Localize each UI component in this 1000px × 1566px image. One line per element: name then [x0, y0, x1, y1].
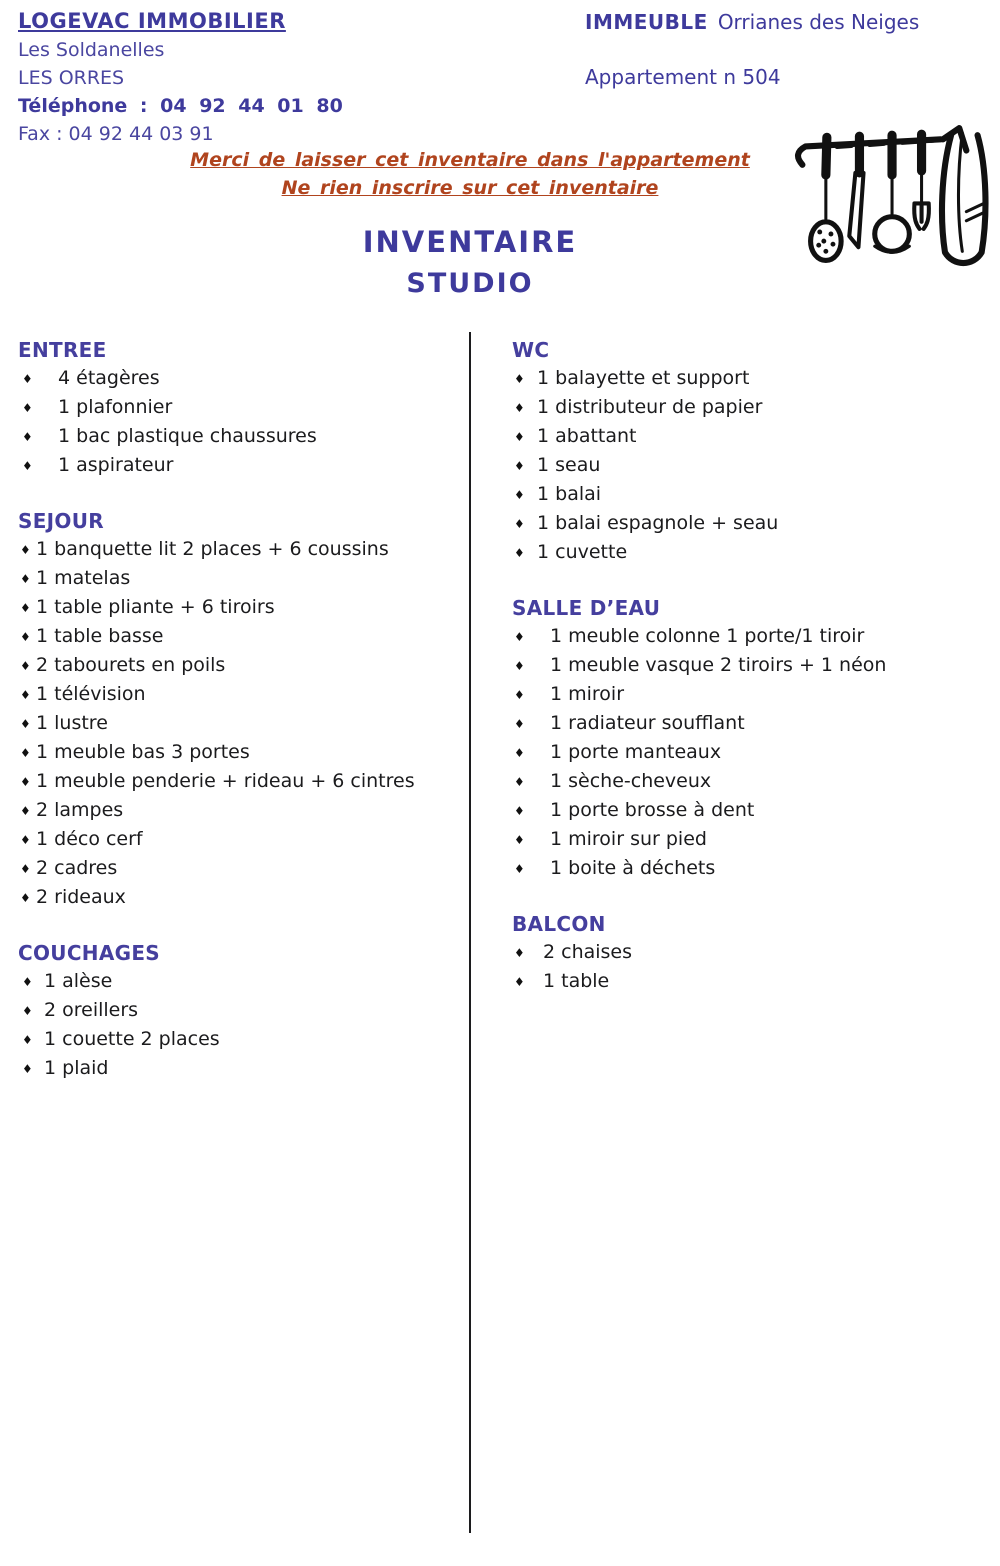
inventory-item	[18, 564, 458, 593]
inventory-item	[512, 622, 990, 651]
item-label: 1 banquette lit 2 places + 6 coussins	[36, 538, 389, 560]
inventory-item	[18, 535, 458, 564]
item-label: 1 abattant	[537, 425, 637, 447]
diamond-bullet-icon: ♦	[514, 746, 525, 760]
item-label: 1 plafonnier	[58, 396, 173, 418]
item-label: 1 table	[543, 970, 610, 992]
item-list	[18, 364, 458, 480]
diamond-bullet-icon: ♦	[514, 775, 525, 789]
item-label: 1 meuble colonne 1 porte/1 tiroir	[550, 625, 865, 647]
item-list	[512, 364, 990, 567]
diamond-bullet-icon: ♦	[22, 1062, 33, 1076]
section-title: ENTREE	[18, 338, 107, 362]
item-label: 2 oreillers	[44, 999, 139, 1021]
diamond-bullet-icon: ♦	[514, 804, 525, 818]
inventory-item	[512, 680, 990, 709]
inventory-item	[512, 767, 990, 796]
agency-name: LOGEVAC IMMOBILIER	[18, 9, 286, 33]
diamond-bullet-icon: ♦	[514, 430, 525, 444]
inventory-item	[18, 796, 458, 825]
section-title: WC	[512, 338, 550, 362]
notice-block	[0, 146, 940, 202]
inventory-item	[512, 451, 990, 480]
inventory-item	[512, 825, 990, 854]
item-label: 1 télévision	[36, 683, 146, 705]
diamond-bullet-icon: ♦	[514, 488, 525, 502]
item-label: 4 étagères	[58, 367, 160, 389]
notice-line-1: Merci de laisser cet inventaire dans l'appartement	[190, 149, 750, 171]
inventory-item	[512, 651, 990, 680]
agency-phone: Téléphone : 04 92 44 01 80	[18, 95, 343, 117]
left-column	[18, 336, 458, 1083]
item-label: 1 balai espagnole + seau	[537, 512, 779, 534]
diamond-bullet-icon: ♦	[514, 546, 525, 560]
inventory-item	[512, 480, 990, 509]
notice-line-2: Ne rien inscrire sur cet inventaire	[281, 177, 659, 199]
item-label: 1 balayette et support	[537, 367, 750, 389]
section-entree	[18, 336, 458, 480]
agency-header-block	[18, 6, 343, 148]
inventory-item	[512, 393, 990, 422]
item-label: 1 meuble bas 3 portes	[36, 741, 250, 763]
item-label: 1 bac plastique chaussures	[58, 425, 317, 447]
diamond-bullet-icon: ♦	[514, 688, 525, 702]
inventory-item	[18, 883, 458, 912]
diamond-bullet-icon: ♦	[20, 601, 31, 615]
item-label: 1 plaid	[44, 1057, 109, 1079]
item-label: 1 balai	[537, 483, 602, 505]
item-label: 1 seau	[537, 454, 601, 476]
diamond-bullet-icon: ♦	[514, 833, 525, 847]
inventory-item	[512, 796, 990, 825]
item-label: 1 cuvette	[537, 541, 628, 563]
inventory-item	[18, 364, 458, 393]
item-label: 2 rideaux	[36, 886, 126, 908]
inventory-item	[18, 651, 458, 680]
diamond-bullet-icon: ♦	[20, 862, 31, 876]
item-label: 1 meuble penderie + rideau + 6 cintres	[36, 770, 415, 792]
diamond-bullet-icon: ♦	[20, 833, 31, 847]
inventory-item	[18, 967, 458, 996]
inventory-item	[18, 738, 458, 767]
item-label: 1 couette 2 places	[44, 1028, 220, 1050]
inventory-item	[512, 364, 990, 393]
building-header-block	[585, 8, 919, 91]
item-label: 1 table basse	[36, 625, 164, 647]
inventory-item	[512, 538, 990, 567]
item-label: 1 déco cerf	[36, 828, 143, 850]
item-label: 2 lampes	[36, 799, 124, 821]
item-label: 1 porte manteaux	[550, 741, 722, 763]
diamond-bullet-icon: ♦	[514, 630, 525, 644]
diamond-bullet-icon: ♦	[514, 975, 525, 989]
inventory-item	[18, 767, 458, 796]
title-line-1: INVENTAIRE	[362, 225, 578, 259]
inventory-item	[512, 854, 990, 883]
agency-fax: Fax : 04 92 44 03 91	[18, 123, 214, 145]
diamond-bullet-icon: ♦	[22, 975, 33, 989]
diamond-bullet-icon: ♦	[20, 543, 31, 557]
section-title: SEJOUR	[18, 509, 104, 533]
diamond-bullet-icon: ♦	[20, 775, 31, 789]
building-name: Orrianes des Neiges	[717, 10, 920, 34]
item-label: 1 boite à déchets	[550, 857, 716, 879]
diamond-bullet-icon: ♦	[22, 430, 33, 444]
diamond-bullet-icon: ♦	[514, 946, 525, 960]
item-label: 1 distributeur de papier	[537, 396, 763, 418]
item-label: 2 chaises	[543, 941, 633, 963]
section-couchages	[18, 939, 458, 1083]
diamond-bullet-icon: ♦	[22, 401, 33, 415]
item-label: 1 sèche-cheveux	[550, 770, 712, 792]
inventory-item	[18, 422, 458, 451]
diamond-bullet-icon: ♦	[514, 372, 525, 386]
item-label: 1 meuble vasque 2 tiroirs + 1 néon	[550, 654, 887, 676]
section-title: SALLE D’EAU	[512, 596, 661, 620]
diamond-bullet-icon: ♦	[20, 891, 31, 905]
diamond-bullet-icon: ♦	[20, 630, 31, 644]
diamond-bullet-icon: ♦	[20, 717, 31, 731]
diamond-bullet-icon: ♦	[20, 572, 31, 586]
diamond-bullet-icon: ♦	[22, 459, 33, 473]
inventory-item	[18, 709, 458, 738]
diamond-bullet-icon: ♦	[514, 401, 525, 415]
diamond-bullet-icon: ♦	[22, 1033, 33, 1047]
item-label: 2 cadres	[36, 857, 118, 879]
inventory-item	[512, 509, 990, 538]
inventory-item	[512, 967, 990, 996]
inventory-item	[18, 996, 458, 1025]
inventory-item	[512, 422, 990, 451]
item-label: 1 matelas	[36, 567, 131, 589]
title-line-2: STUDIO	[406, 268, 534, 299]
item-label: 1 porte brosse à dent	[550, 799, 755, 821]
diamond-bullet-icon: ♦	[22, 372, 33, 386]
section-wc	[512, 336, 990, 567]
inventory-item	[18, 622, 458, 651]
section-salle-d-eau	[512, 594, 990, 883]
inventory-item	[18, 593, 458, 622]
inventory-item	[512, 938, 990, 967]
item-label: 1 radiateur soufflant	[550, 712, 745, 734]
inventory-item	[18, 1025, 458, 1054]
diamond-bullet-icon: ♦	[20, 688, 31, 702]
building-label: IMMEUBLE	[585, 10, 708, 34]
diamond-bullet-icon: ♦	[20, 659, 31, 673]
item-label: 2 tabourets en poils	[36, 654, 226, 676]
item-label: 1 aspirateur	[58, 454, 174, 476]
inventory-item	[18, 451, 458, 480]
apartment-number: Appartement n 504	[585, 65, 781, 89]
right-column	[512, 336, 990, 996]
inventory-item	[18, 393, 458, 422]
document-title	[0, 226, 940, 300]
section-sejour	[18, 507, 458, 912]
section-title: COUCHAGES	[18, 941, 160, 965]
item-list	[18, 535, 458, 912]
diamond-bullet-icon: ♦	[514, 659, 525, 673]
section-balcon	[512, 910, 990, 996]
diamond-bullet-icon: ♦	[514, 517, 525, 531]
item-label: 1 miroir sur pied	[550, 828, 707, 850]
item-list	[512, 938, 990, 996]
item-label: 1 table pliante + 6 tiroirs	[36, 596, 275, 618]
column-divider-line	[469, 332, 471, 1533]
inventory-item	[512, 738, 990, 767]
section-title: BALCON	[512, 912, 606, 936]
diamond-bullet-icon: ♦	[514, 459, 525, 473]
inventory-item	[18, 1054, 458, 1083]
inventory-item	[18, 680, 458, 709]
building-line	[585, 8, 919, 36]
diamond-bullet-icon: ♦	[514, 862, 525, 876]
agency-city: LES ORRES	[18, 67, 125, 89]
agency-residence: Les Soldanelles	[18, 39, 165, 61]
item-list	[512, 622, 990, 883]
item-list	[18, 967, 458, 1083]
diamond-bullet-icon: ♦	[514, 717, 525, 731]
item-label: 1 alèse	[44, 970, 113, 992]
inventory-item	[512, 709, 990, 738]
diamond-bullet-icon: ♦	[20, 746, 31, 760]
diamond-bullet-icon: ♦	[20, 804, 31, 818]
inventory-item	[18, 825, 458, 854]
diamond-bullet-icon: ♦	[22, 1004, 33, 1018]
inventory-item	[18, 854, 458, 883]
item-label: 1 lustre	[36, 712, 108, 734]
item-label: 1 miroir	[550, 683, 625, 705]
